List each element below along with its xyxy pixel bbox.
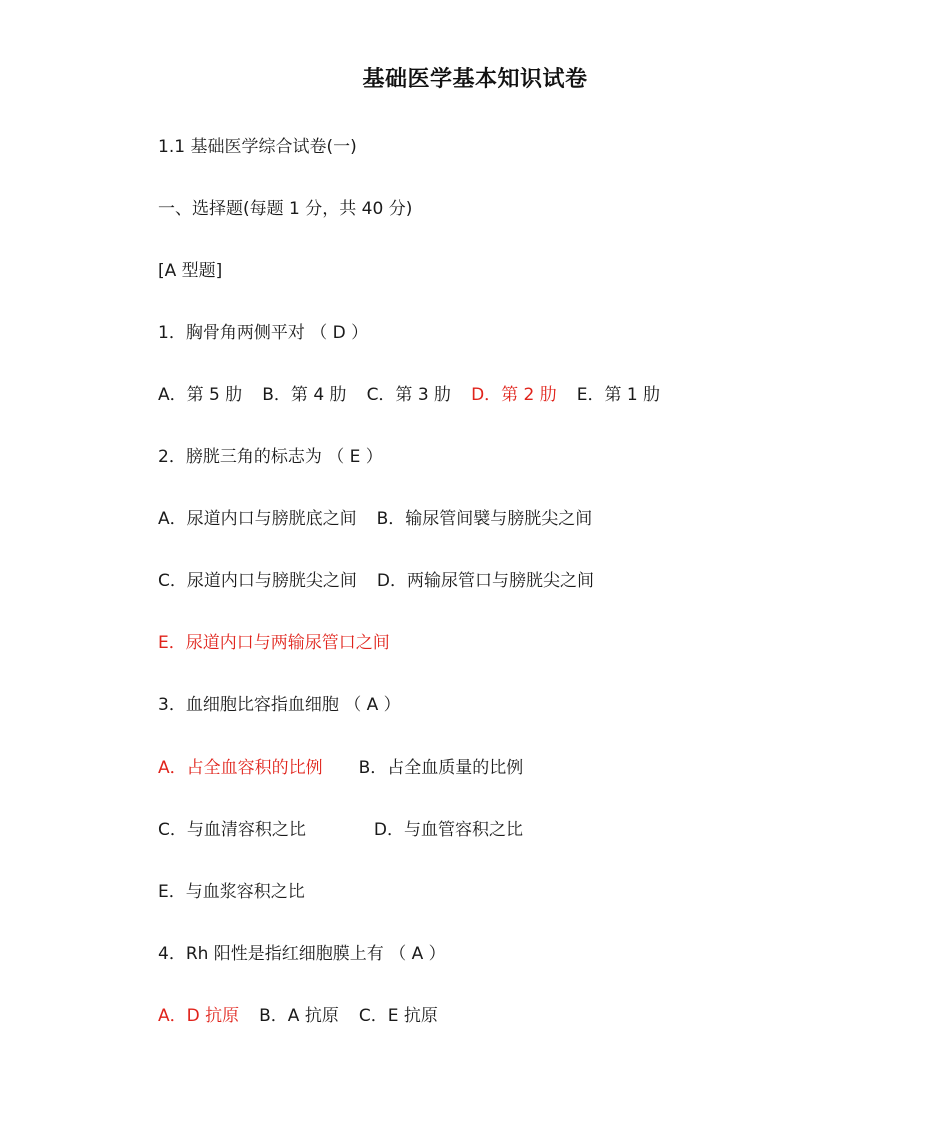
section-heading: 1.1 基础医学综合试卷(一) bbox=[158, 137, 357, 157]
option-3d: D．与血管容积之比 bbox=[373, 820, 523, 840]
question-3-stem: 3．血细胞比容指血细胞 （ A ） bbox=[158, 695, 401, 715]
option-2d: D．两输尿管口与膀胱尖之间 bbox=[376, 571, 594, 591]
document-title: 基础医学基本知识试卷 bbox=[362, 67, 588, 92]
question-4-stem: 4．Rh 阳性是指红细胞膜上有 （ A ） bbox=[158, 944, 446, 964]
option-3a-answer: A．占全血容积的比例 bbox=[158, 758, 323, 778]
option-2c: C．尿道内口与膀胱尖之间 bbox=[158, 571, 357, 591]
option-4c: C．E 抗原 bbox=[358, 1006, 438, 1026]
question-2-options-row1 bbox=[158, 507, 592, 531]
question-1-options bbox=[158, 383, 660, 407]
option-3c: C．与血清容积之比 bbox=[158, 820, 306, 840]
option-1b: B．第 4 肋 bbox=[262, 385, 347, 405]
option-4b: B．A 抗原 bbox=[259, 1006, 339, 1026]
option-4a-answer: A．D 抗原 bbox=[158, 1006, 240, 1026]
option-2b: B．输尿管间襞与膀胱尖之间 bbox=[376, 509, 593, 529]
question-3-options-row2 bbox=[158, 818, 523, 842]
question-2-stem: 2．膀胱三角的标志为 （ E ） bbox=[158, 447, 383, 467]
option-3b: B．占全血质量的比例 bbox=[358, 758, 524, 778]
question-4-options bbox=[158, 1004, 438, 1028]
question-2-options-row2 bbox=[158, 569, 594, 593]
question-3-options-row1 bbox=[158, 756, 523, 780]
option-2a: A．尿道内口与膀胱底之间 bbox=[158, 509, 357, 529]
option-2e-answer: E．尿道内口与两输尿管口之间 bbox=[158, 633, 390, 653]
question-type-label: [A 型题] bbox=[158, 261, 223, 281]
option-1d-answer: D．第 2 肋 bbox=[471, 385, 557, 405]
option-3e: E．与血浆容积之比 bbox=[158, 882, 305, 902]
option-1e: E．第 1 肋 bbox=[576, 385, 661, 405]
part-heading: 一、选择题(每题 1 分，共 40 分) bbox=[158, 199, 413, 219]
option-1c: C．第 3 肋 bbox=[366, 385, 452, 405]
option-1a: A．第 5 肋 bbox=[158, 385, 243, 405]
question-1-stem: 1．胸骨角两侧平对 （ D ） bbox=[158, 323, 369, 343]
